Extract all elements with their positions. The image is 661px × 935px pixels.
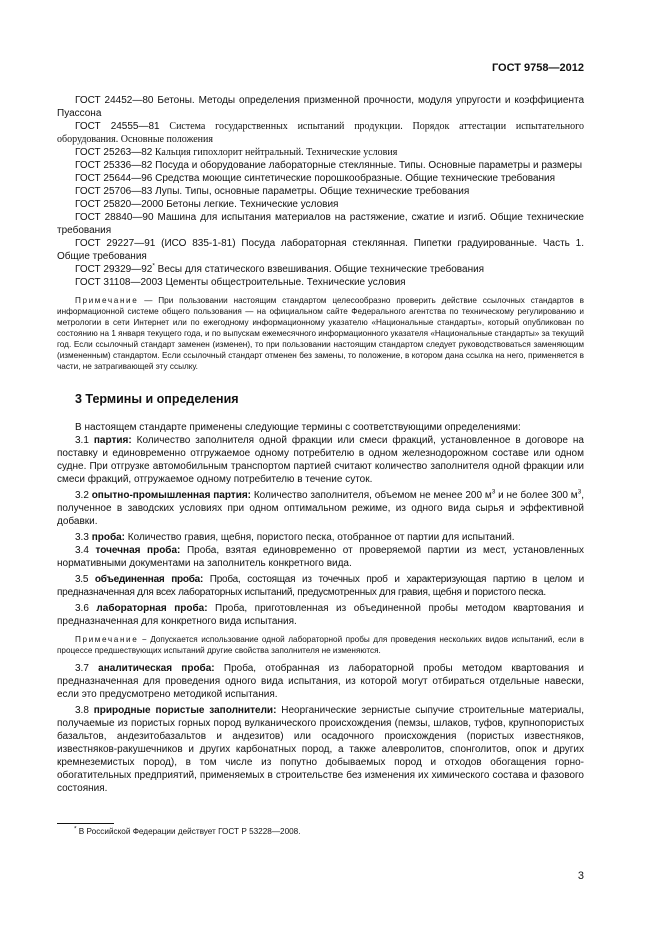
note-label: Примечание [75, 635, 139, 644]
footnote-marker: * [152, 262, 155, 270]
term-definition: 3.1 партия: Количество заполнителя одной фракции или смеси фракций, установленное в договоре на поставку и единовременно отгружаемое одному потребителю в одном железнодорожном составе или одном судне. При отгрузке автомобильным транспортом партией считают количество заполнителя одной фракции или смеси фракций, отгружаемое одному потребителю в течение суток. [57, 435, 584, 485]
term-definition: 3.5 объединенная проба: Проба, состоящая из точечных проб и характеризующая партию в целом и предназначенная для всех лабораторных испытаний, предусмотренных для гравия, щебня и пористого песка. [57, 574, 584, 598]
document-header: ГОСТ 9758—2012 [491, 62, 584, 74]
term: лабораторная проба: [96, 603, 208, 614]
page-number: 3 [577, 870, 584, 882]
page-body [57, 94, 584, 795]
section-title: 3 Термины и определения [75, 392, 239, 406]
term-definition: 3.2 опытно-промышленная партия: Количество заполнителя, объемом не менее 200 $м^3$ и не более 300 $м^3$, полученное в заводских условиях при одном оптимальном режиме, из одного вида сырья и эффективной добавки. [57, 488, 584, 527]
reference-item: ГОСТ 25336—82 Посуда и оборудование лабораторные стеклянные. Типы. Основные параметры и размеры [75, 160, 583, 171]
reference-item: ГОСТ 31108—2003 Цементы общестроительные. Технические условия [75, 277, 406, 288]
term: партия: [93, 435, 132, 446]
reference-item: ГОСТ 25644—96 Средства моющие синтетические порошкообразные. Общие технические требования [75, 173, 556, 184]
reference-item: ГОСТ 24452—80 Бетоны. Методы определения призменной прочности, модуля упругости и коэффициента Пуассона [57, 95, 585, 119]
reference-item: ГОСТ 29227—91 (ИСО 835-1-81) Посуда лабораторная стеклянная. Пипетки градуированные. Часть 1. Общие требования [57, 238, 585, 262]
reference-item: ГОСТ 25820—2000 Бетоны легкие. Технические условия [75, 199, 339, 210]
note-label: Примечание [75, 296, 139, 305]
footnote-separator [57, 823, 114, 824]
term-definition: 3.4 точечная проба: Проба, взятая единовременно от проверяемой партии из мест, установленных нормативными документами на заполнитель конкретного вида. [57, 545, 584, 569]
term-definition: 3.6 лабораторная проба: Проба, приготовленная из объединенной пробы методом квартования и предназначенная для конкретного вида испытания. [57, 603, 584, 627]
term: объединенная проба: [94, 574, 204, 585]
term: опытно-промышленная партия: [91, 490, 252, 501]
note-references: Примечание — При пользовании настоящим стандартом целесообразно проверить действие ссылочных стандартов в информационной системе общего пользования — на официальном сайте Федерального агентства по техническому регулированию и метрологии в сети Интернет или по ежегодному информационному указателю «Национальные стандарты», который опубликован по состоянию на 1 января текущего года, и по выпускам ежемесячного информационного указателя «Национальные стандарты» за текущий год. Если ссылочный стандарт заменен (изменен), то при пользовании настоящим стандартом следует руководствоваться заменяющим (измененным) стандартом. Если ссылочный стандарт отменен без замены, то положение, в котором дана ссылка на него, применяется в части, не затрагивающей эту ссылку. [57, 296, 584, 371]
term: точечная проба: [95, 545, 181, 556]
reference-item: ГОСТ 28840—90 Машина для испытания материалов на растяжение, сжатие и изгиб. Общие технические требования [57, 212, 584, 236]
reference-item: ГОСТ 29329—92* Весы для статического взвешивания. Общие технические требования [75, 262, 485, 275]
term-definition: 3.8 природные пористые заполнители: Неорганические зернистые сыпучие строительные материалы, получаемые из пористых горных пород вулканического происхождения (пемзы, шлаков, туфов, крупнопористых базальтов, андезитобазальтов и андезитов) или осадочного происхождения (пористых известняков, известняков-ракушечников и других карбонатных пород, а также алевролитов, спонголитов, опок и других кремнеземистых пород), в том числе из попутно добываемых пород и отходов обогащения горно-обогатительных предприятий, применяемых в строительстве без изменения их химического состава и фазового состояния. [57, 705, 584, 794]
section-intro: В настоящем стандарте применены следующие термины с соответствующими определениями: [75, 422, 521, 433]
term: природные пористые заполнители: [93, 705, 277, 716]
reference-item: ГОСТ 25706—83 Лупы. Типы, основные параметры. Общие технические требования [75, 186, 470, 197]
footnote: * В Российской Федерации действует ГОСТ Р 53228—2008. [74, 825, 301, 836]
reference-item: ГОСТ 24555—81 Система государственных испытаний продукции. Порядок аттестации испытательного оборудования. Основные положения [57, 121, 584, 145]
term: проба: [91, 532, 126, 543]
note-laboratory-sample: Примечание − Допускается использование одной лабораторной пробы для проведения нескольких видов испытаний, если в процессе предшествующих испытаний другие свойства заполнителя не изменяются. [57, 635, 584, 655]
term-definition: 3.7 аналитическая проба: Проба, отобранная из лабораторной пробы методом квартования и предназначенная для проведения одного вида испытания, из которой могут отбираться отдельные навески, если это предусмотрено методикой испытания. [57, 663, 585, 700]
reference-item: ГОСТ 25263—82 Кальция гипохлорит нейтральный. Технические условия [75, 147, 398, 158]
footnote-marker: * [74, 825, 77, 833]
term-definition: 3.3 проба: Количество гравия, щебня, пористого песка, отобранное от партии для испытаний. [75, 532, 515, 543]
term: аналитическая проба: [98, 663, 215, 674]
